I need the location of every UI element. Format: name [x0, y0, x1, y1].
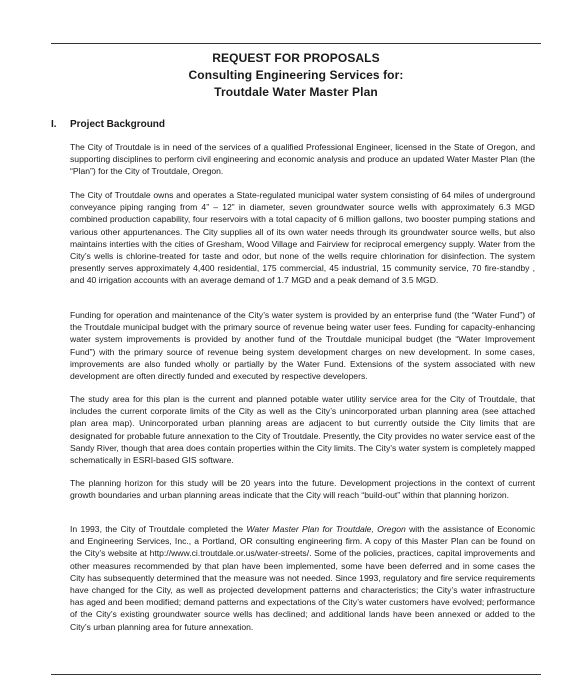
paragraph-block: [70, 309, 535, 382]
bottom-rule: [51, 674, 541, 675]
section-title: Project Background: [70, 119, 166, 130]
paragraph-block: [70, 141, 535, 178]
paragraph-6-intro: In 1993, the City of Troutdale completed the: [70, 524, 247, 534]
header-title: REQUEST FOR PROPOSALS: [212, 51, 380, 65]
paragraph-block: [70, 523, 535, 633]
header-subtitle: Consulting Engineering Services for:: [188, 68, 404, 82]
document-header: [51, 50, 541, 101]
paragraph-1: The City of Troutdale is in need of the services of a qualified Professional Engineer, licensed in the State of Oregon, and supporting disciplines to perform civil engineering and economic analysis and produce an updated Water Master Plan (the “Plan”) for the City of Troutdale, Oregon.: [70, 142, 535, 177]
paragraph-6-rest: with the assistance of Economic and Engineering Services, Inc., a Portland, OR consulting engineering firm. A copy of this Master Plan can be found on the City’s website at http://www.ci.troutdale.or.us/water-streets/. Some of the policies, practices, capital improvements and other measures recommended by that plan have been implemented, some have been deferred and in some cases the City has subsequently determined that the measure was not needed. Since 1993, regulatory and fire service requirements have changed for the City, as well as projected development patterns and characteristics; the City’s water infrastructure has aged and been modified; demand patterns and expectations of the City’s water customers have evolved; performance of the City’s existing groundwater source wells has declined; and additional lands have been annexed or added to the City’s urban planning area for future annexation.: [70, 524, 535, 632]
master-plan-title: Water Master Plan for Troutdale, Oregon: [246, 524, 406, 534]
paragraph-2: The City of Troutdale owns and operates a State-regulated municipal water system consisting of 64 miles of underground conveyance piping ranging from 4” – 12” in diameter, seven groundwater source wells with approximately 6.3 MGD combined production capability, four reservoirs with a total capacity of 6 million gallons, two booster pumping stations and various other appurtenances. The City supplies all of its own water needs through its groundwater source wells, but also maintains interties with the cities of Gresham, Wood Village and Fairview for reciprocal emergency supply. Water from the City’s wells is chlorine-treated for taste and odor, but none of the wells require chlorination for disinfection. The system presently serves approximately 4,400 residential, 175 commercial, 45 industrial, 15 community service, 70 fire-standby , and 40 irrigation accounts with an average demand of 1.7 MGD and a peak demand of 3.5 MGD.: [70, 190, 535, 286]
paragraph-6: [70, 523, 535, 633]
paragraph-block: [70, 477, 535, 501]
paragraph-4: The study area for this plan is the current and planned potable water utility service area for the City of Troutdale, that includes the current corporate limits of the City as well as the City’s unincorporated urban planning area (see attached plan area map). Unincorporated urban planning areas are adjacent to but currently outside the City limits that are designated for probable future annexation to the City of Troutdale. Presently, the City provides no water service east of the Sandy River, though that area does contain properties within the City limits. The City’s water system is completely mapped schematically in ESRI-based GIS software.: [70, 394, 535, 466]
top-rule: [51, 43, 541, 44]
header-project-name: Troutdale Water Master Plan: [214, 85, 378, 99]
paragraph-block: [70, 189, 535, 287]
paragraph-block: [70, 393, 535, 466]
paragraph-3: Funding for operation and maintenance of the City’s water system is provided by an enterprise fund (the “Water Fund”) of the Troutdale municipal budget with the primary source of revenue being water user fees. Funding for capacity-enhancing water system improvements is provided by another fund of the Troutdale municipal budget (the “Water Improvement Fund”) with the primary source of revenue being system development charges on new development. In some cases, improvements are also funded wholly or partially by the Water Fund. Extensions of the system associated with new development are often directly funded and executed by respective developers.: [70, 310, 535, 382]
section-heading: [51, 119, 165, 130]
paragraph-5: The planning horizon for this study will be 20 years into the future. Development projections in the context of current growth boundaries and urban planning areas indicate that the City will reach “build-out” within that planning horizon.: [70, 478, 535, 501]
section-number: I.: [51, 119, 57, 130]
